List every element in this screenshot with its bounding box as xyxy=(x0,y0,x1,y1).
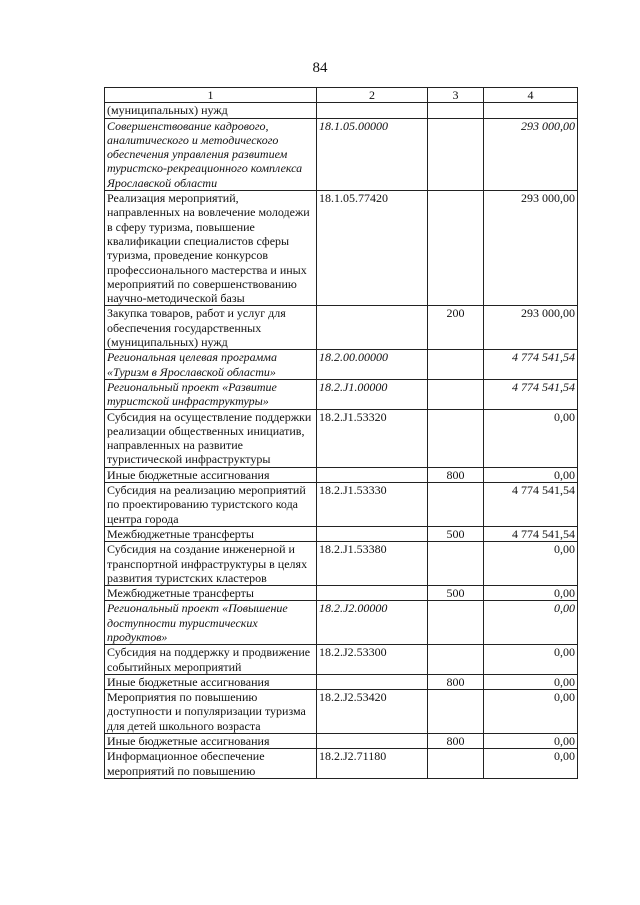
row-code-cell: 18.2.J1.53320 xyxy=(317,409,428,467)
row-name-cell: (муниципальных) нужд xyxy=(105,103,317,118)
row-expense-type-cell xyxy=(428,749,484,779)
row-code-cell: 18.2.J1.00000 xyxy=(317,379,428,409)
row-code-cell: 18.2.J1.53380 xyxy=(317,542,428,586)
row-expense-type-cell xyxy=(428,601,484,645)
row-name-cell: Реализация мероприятий, направленных на вовлечение молодежи в сферу туризма, повышение квалификации специалистов сферы туризма, проведение конкурсов профессионального мастерства и иных мероприятий по совершенствованию научно-методической базы xyxy=(105,191,317,306)
column-header-3: 3 xyxy=(428,88,484,103)
row-expense-type-cell xyxy=(428,379,484,409)
table-row xyxy=(105,645,578,675)
column-header-1: 1 xyxy=(105,88,317,103)
row-amount-cell: 0,00 xyxy=(484,586,578,601)
row-expense-type-cell xyxy=(428,690,484,734)
row-amount-cell: 0,00 xyxy=(484,645,578,675)
row-amount-cell: 293 000,00 xyxy=(484,118,578,190)
row-amount-cell: 4 774 541,54 xyxy=(484,526,578,541)
row-code-cell xyxy=(317,526,428,541)
row-name-cell: Закупка товаров, работ и услуг для обеспечения государственных (муниципальных) нужд xyxy=(105,306,317,350)
budget-table xyxy=(104,87,578,779)
row-amount-cell: 293 000,00 xyxy=(484,191,578,306)
row-amount-cell: 0,00 xyxy=(484,690,578,734)
row-code-cell: 18.2.J2.53420 xyxy=(317,690,428,734)
row-name-cell: Информационное обеспечение мероприятий по повышению xyxy=(105,749,317,779)
row-code-cell xyxy=(317,306,428,350)
row-amount-cell: 0,00 xyxy=(484,467,578,482)
row-expense-type-cell xyxy=(428,350,484,380)
row-code-cell xyxy=(317,103,428,118)
table-row xyxy=(105,306,578,350)
table-row xyxy=(105,542,578,586)
row-amount-cell: 293 000,00 xyxy=(484,306,578,350)
row-expense-type-cell xyxy=(428,542,484,586)
row-name-cell: Региональный проект «Повышение доступности туристических продуктов» xyxy=(105,601,317,645)
row-code-cell xyxy=(317,467,428,482)
table-row xyxy=(105,749,578,779)
row-name-cell: Субсидия на осуществление поддержки реализации общественных инициатив, направленных на развитие туристической инфраструктуры xyxy=(105,409,317,467)
row-amount-cell xyxy=(484,103,578,118)
row-code-cell: 18.1.05.77420 xyxy=(317,191,428,306)
table-row xyxy=(105,350,578,380)
row-amount-cell: 0,00 xyxy=(484,749,578,779)
table-row xyxy=(105,191,578,306)
row-name-cell: Субсидия на создание инженерной и транспортной инфраструктуры в целях развития туристских кластеров xyxy=(105,542,317,586)
table-row xyxy=(105,379,578,409)
table-row xyxy=(105,103,578,118)
row-code-cell xyxy=(317,734,428,749)
row-expense-type-cell: 800 xyxy=(428,467,484,482)
table-row xyxy=(105,409,578,467)
table-row xyxy=(105,586,578,601)
row-code-cell: 18.2.J2.71180 xyxy=(317,749,428,779)
row-name-cell: Региональный проект «Развитие туристской инфраструктуры» xyxy=(105,379,317,409)
row-expense-type-cell xyxy=(428,191,484,306)
row-name-cell: Иные бюджетные ассигнования xyxy=(105,734,317,749)
row-amount-cell: 0,00 xyxy=(484,734,578,749)
row-code-cell: 18.2.J2.53300 xyxy=(317,645,428,675)
row-amount-cell: 0,00 xyxy=(484,542,578,586)
row-amount-cell: 0,00 xyxy=(484,409,578,467)
row-code-cell: 18.2.J1.53330 xyxy=(317,483,428,527)
row-name-cell: Иные бюджетные ассигнования xyxy=(105,674,317,689)
table-row xyxy=(105,690,578,734)
table-row xyxy=(105,118,578,190)
row-amount-cell: 4 774 541,54 xyxy=(484,350,578,380)
table-row xyxy=(105,734,578,749)
row-expense-type-cell: 500 xyxy=(428,586,484,601)
row-expense-type-cell: 200 xyxy=(428,306,484,350)
row-amount-cell: 4 774 541,54 xyxy=(484,379,578,409)
row-name-cell: Иные бюджетные ассигнования xyxy=(105,467,317,482)
row-name-cell: Межбюджетные трансферты xyxy=(105,586,317,601)
row-amount-cell: 0,00 xyxy=(484,674,578,689)
table-row xyxy=(105,526,578,541)
row-code-cell xyxy=(317,586,428,601)
row-amount-cell: 0,00 xyxy=(484,601,578,645)
row-code-cell: 18.2.00.00000 xyxy=(317,350,428,380)
row-expense-type-cell xyxy=(428,409,484,467)
table-row xyxy=(105,467,578,482)
row-name-cell: Мероприятия по повышению доступности и популяризации туризма для детей школьного возраста xyxy=(105,690,317,734)
row-name-cell: Совершенствование кадрового, аналитического и методического обеспечения управления развитием туристско-рекреационного комплекса Ярославской области xyxy=(105,118,317,190)
table-row xyxy=(105,601,578,645)
column-header-4: 4 xyxy=(484,88,578,103)
row-name-cell: Субсидия на реализацию мероприятий по проектированию туристского кода центра города xyxy=(105,483,317,527)
table-row xyxy=(105,674,578,689)
row-code-cell: 18.2.J2.00000 xyxy=(317,601,428,645)
row-expense-type-cell: 500 xyxy=(428,526,484,541)
row-code-cell: 18.1.05.00000 xyxy=(317,118,428,190)
row-name-cell: Субсидия на поддержку и продвижение событийных мероприятий xyxy=(105,645,317,675)
table-row xyxy=(105,483,578,527)
column-header-2: 2 xyxy=(317,88,428,103)
row-name-cell: Региональная целевая программа «Туризм в Ярославской области» xyxy=(105,350,317,380)
row-code-cell xyxy=(317,674,428,689)
row-name-cell: Межбюджетные трансферты xyxy=(105,526,317,541)
row-expense-type-cell: 800 xyxy=(428,734,484,749)
row-expense-type-cell xyxy=(428,645,484,675)
row-expense-type-cell xyxy=(428,483,484,527)
row-expense-type-cell xyxy=(428,103,484,118)
table-header-row xyxy=(105,88,578,103)
row-amount-cell: 4 774 541,54 xyxy=(484,483,578,527)
row-expense-type-cell xyxy=(428,118,484,190)
row-expense-type-cell: 800 xyxy=(428,674,484,689)
page-number: 84 xyxy=(312,60,328,76)
